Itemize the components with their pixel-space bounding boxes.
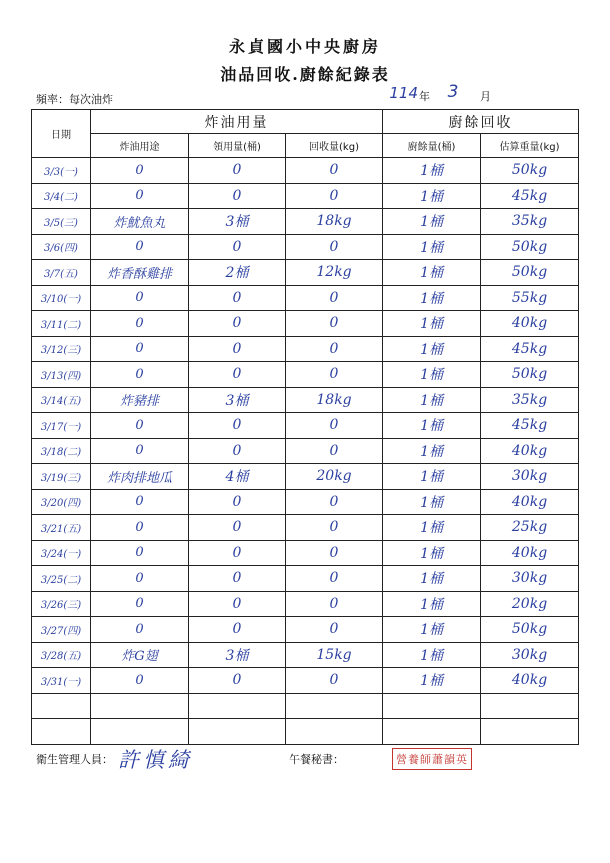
cell-recovered: 0	[286, 540, 383, 566]
cell-waste-bins: 1桶	[383, 311, 481, 337]
cell-issued: 0	[189, 158, 286, 184]
cell-est-weight: 40kg	[481, 311, 579, 337]
cell-issued: 0	[189, 566, 286, 592]
cell-issued: 0	[189, 362, 286, 388]
cell-usage	[91, 693, 189, 719]
cell-usage: 0	[91, 336, 189, 362]
cell-est-weight: 50kg	[481, 158, 579, 184]
title-line-1: 永貞國小中央廚房	[228, 37, 381, 56]
table-row	[32, 566, 579, 592]
cell-date: 3/11(二)	[32, 311, 91, 337]
cell-usage: 0	[91, 617, 189, 643]
cell-usage: 0	[91, 311, 189, 337]
cell-recovered: 18kg	[286, 387, 383, 413]
cell-date	[32, 719, 91, 745]
col-header-waste-bins: 廚餘量(桶)	[383, 134, 481, 158]
cell-waste-bins: 1桶	[383, 617, 481, 643]
cell-issued: 0	[189, 183, 286, 209]
cell-issued	[189, 719, 286, 745]
table-row	[32, 642, 579, 668]
cell-issued: 2桶	[189, 260, 286, 286]
cell-usage: 炸魷魚丸	[91, 209, 189, 235]
frequency-label: 頻率：每次油炸	[36, 93, 113, 106]
nutritionist-stamp: 營養師蕭韻英	[392, 748, 472, 770]
table-row	[32, 234, 579, 260]
col-header-usage: 炸油用途	[91, 134, 189, 158]
cell-usage: 炸肉排地瓜	[91, 464, 189, 490]
cell-usage: 0	[91, 515, 189, 541]
cell-date: 3/27(四)	[32, 617, 91, 643]
cell-issued: 3桶	[189, 209, 286, 235]
cell-usage: 0	[91, 285, 189, 311]
cell-usage: 0	[91, 540, 189, 566]
cell-waste-bins: 1桶	[383, 515, 481, 541]
cell-issued: 0	[189, 489, 286, 515]
cell-est-weight: 45kg	[481, 336, 579, 362]
cell-usage: 0	[91, 362, 189, 388]
cell-date	[32, 693, 91, 719]
cell-recovered: 15kg	[286, 642, 383, 668]
cell-date: 3/26(三)	[32, 591, 91, 617]
cell-issued: 0	[189, 540, 286, 566]
cell-usage: 0	[91, 438, 189, 464]
cell-waste-bins: 1桶	[383, 260, 481, 286]
cell-date: 3/18(二)	[32, 438, 91, 464]
cell-date: 3/25(二)	[32, 566, 91, 592]
cell-issued: 0	[189, 285, 286, 311]
cell-waste-bins: 1桶	[383, 336, 481, 362]
cell-usage: 炸香酥雞排	[91, 260, 189, 286]
cell-date: 3/5(三)	[32, 209, 91, 235]
cell-issued: 0	[189, 515, 286, 541]
cell-recovered	[286, 693, 383, 719]
cell-issued: 0	[189, 591, 286, 617]
cell-recovered: 0	[286, 362, 383, 388]
cell-date: 3/3(一)	[32, 158, 91, 184]
cell-waste-bins: 1桶	[383, 489, 481, 515]
cell-est-weight: 30kg	[481, 464, 579, 490]
cell-est-weight: 40kg	[481, 489, 579, 515]
cell-waste-bins: 1桶	[383, 642, 481, 668]
table-row	[32, 285, 579, 311]
cell-date: 3/13(四)	[32, 362, 91, 388]
cell-usage: 0	[91, 158, 189, 184]
cell-issued: 3桶	[189, 387, 286, 413]
cell-est-weight: 20kg	[481, 591, 579, 617]
cell-usage: 0	[91, 668, 189, 694]
col-header-recovered: 回收量(kg)	[286, 134, 383, 158]
table-row	[32, 591, 579, 617]
cell-est-weight: 35kg	[481, 209, 579, 235]
cell-date: 3/12(三)	[32, 336, 91, 362]
cell-recovered: 0	[286, 336, 383, 362]
cell-est-weight: 40kg	[481, 438, 579, 464]
cell-recovered: 0	[286, 438, 383, 464]
cell-date: 3/19(三)	[32, 464, 91, 490]
table-row	[32, 719, 579, 745]
cell-est-weight: 45kg	[481, 413, 579, 439]
col-header-issued: 領用量(桶)	[189, 134, 286, 158]
cell-waste-bins: 1桶	[383, 591, 481, 617]
cell-waste-bins	[383, 693, 481, 719]
cell-waste-bins: 1桶	[383, 566, 481, 592]
table-row	[32, 311, 579, 337]
cell-issued: 0	[189, 668, 286, 694]
table-row	[32, 183, 579, 209]
table-body	[32, 158, 579, 745]
hygiene-manager-label: 衛生管理人員：	[36, 753, 113, 766]
cell-recovered: 0	[286, 183, 383, 209]
table-row	[32, 260, 579, 286]
cell-waste-bins: 1桶	[383, 438, 481, 464]
cell-waste-bins: 1桶	[383, 209, 481, 235]
cell-recovered: 0	[286, 566, 383, 592]
record-table	[31, 109, 579, 745]
table-row	[32, 438, 579, 464]
cell-waste-bins: 1桶	[383, 464, 481, 490]
table-row	[32, 464, 579, 490]
cell-usage: 炸G翅	[91, 642, 189, 668]
cell-waste-bins: 1桶	[383, 158, 481, 184]
cell-issued: 0	[189, 336, 286, 362]
table-row	[32, 413, 579, 439]
cell-date: 3/10(一)	[32, 285, 91, 311]
cell-recovered: 0	[286, 515, 383, 541]
cell-waste-bins: 1桶	[383, 183, 481, 209]
cell-date: 3/17(一)	[32, 413, 91, 439]
cell-est-weight: 40kg	[481, 668, 579, 694]
cell-recovered: 0	[286, 234, 383, 260]
cell-est-weight: 30kg	[481, 566, 579, 592]
cell-usage	[91, 719, 189, 745]
cell-usage: 炸豬排	[91, 387, 189, 413]
cell-issued: 4桶	[189, 464, 286, 490]
cell-waste-bins: 1桶	[383, 362, 481, 388]
cell-recovered: 0	[286, 285, 383, 311]
table-row	[32, 693, 579, 719]
cell-est-weight: 25kg	[481, 515, 579, 541]
cell-est-weight: 30kg	[481, 642, 579, 668]
cell-usage: 0	[91, 591, 189, 617]
table-row	[32, 362, 579, 388]
cell-est-weight: 50kg	[481, 617, 579, 643]
cell-date: 3/31(一)	[32, 668, 91, 694]
cell-issued: 0	[189, 617, 286, 643]
cell-est-weight: 45kg	[481, 183, 579, 209]
cell-usage: 0	[91, 413, 189, 439]
table-row	[32, 617, 579, 643]
cell-waste-bins	[383, 719, 481, 745]
table-row	[32, 158, 579, 184]
food-waste-group-header: 廚餘回收	[383, 110, 579, 134]
year-value: 114	[389, 84, 418, 102]
cell-est-weight: 35kg	[481, 387, 579, 413]
cell-est-weight	[481, 719, 579, 745]
cell-usage: 0	[91, 183, 189, 209]
cell-usage: 0	[91, 489, 189, 515]
cell-date: 3/24(一)	[32, 540, 91, 566]
cell-recovered: 0	[286, 617, 383, 643]
col-header-est-weight: 估算重量(kg)	[481, 134, 579, 158]
cell-usage: 0	[91, 234, 189, 260]
cell-date: 3/14(五)	[32, 387, 91, 413]
cell-issued: 3桶	[189, 642, 286, 668]
table-row	[32, 489, 579, 515]
month-value: 3	[447, 82, 459, 102]
cell-recovered: 18kg	[286, 209, 383, 235]
cell-issued: 0	[189, 311, 286, 337]
cell-est-weight: 50kg	[481, 260, 579, 286]
cell-date: 3/21(五)	[32, 515, 91, 541]
cell-est-weight: 40kg	[481, 540, 579, 566]
cell-recovered: 0	[286, 311, 383, 337]
date-header: 日期	[32, 110, 91, 158]
fry-oil-group-header: 炸油用量	[91, 110, 383, 134]
cell-waste-bins: 1桶	[383, 668, 481, 694]
cell-recovered: 12kg	[286, 260, 383, 286]
cell-recovered: 0	[286, 489, 383, 515]
title-line-2: 油品回收.廚餘紀錄表	[220, 65, 390, 84]
table-row	[32, 336, 579, 362]
cell-issued	[189, 693, 286, 719]
table-row	[32, 387, 579, 413]
cell-date: 3/7(五)	[32, 260, 91, 286]
cell-recovered: 0	[286, 413, 383, 439]
cell-issued: 0	[189, 234, 286, 260]
cell-waste-bins: 1桶	[383, 413, 481, 439]
cell-recovered: 0	[286, 591, 383, 617]
cell-waste-bins: 1桶	[383, 234, 481, 260]
table-row	[32, 515, 579, 541]
cell-recovered: 0	[286, 158, 383, 184]
cell-date: 3/4(二)	[32, 183, 91, 209]
cell-est-weight: 50kg	[481, 234, 579, 260]
cell-waste-bins: 1桶	[383, 540, 481, 566]
cell-recovered: 20kg	[286, 464, 383, 490]
cell-date: 3/6(四)	[32, 234, 91, 260]
cell-usage: 0	[91, 566, 189, 592]
cell-issued: 0	[189, 413, 286, 439]
cell-est-weight: 50kg	[481, 362, 579, 388]
cell-waste-bins: 1桶	[383, 387, 481, 413]
table-row	[32, 668, 579, 694]
cell-recovered: 0	[286, 668, 383, 694]
cell-est-weight	[481, 693, 579, 719]
cell-waste-bins: 1桶	[383, 285, 481, 311]
cell-date: 3/28(五)	[32, 642, 91, 668]
cell-recovered	[286, 719, 383, 745]
hygiene-manager-signature: 許慎綺	[118, 748, 193, 772]
month-label: 月	[480, 90, 491, 103]
cell-date: 3/20(四)	[32, 489, 91, 515]
cell-est-weight: 55kg	[481, 285, 579, 311]
table-row	[32, 209, 579, 235]
table-row	[32, 540, 579, 566]
cell-issued: 0	[189, 438, 286, 464]
lunch-secretary-label: 午餐秘書：	[289, 753, 344, 766]
year-label: 年	[419, 90, 430, 103]
